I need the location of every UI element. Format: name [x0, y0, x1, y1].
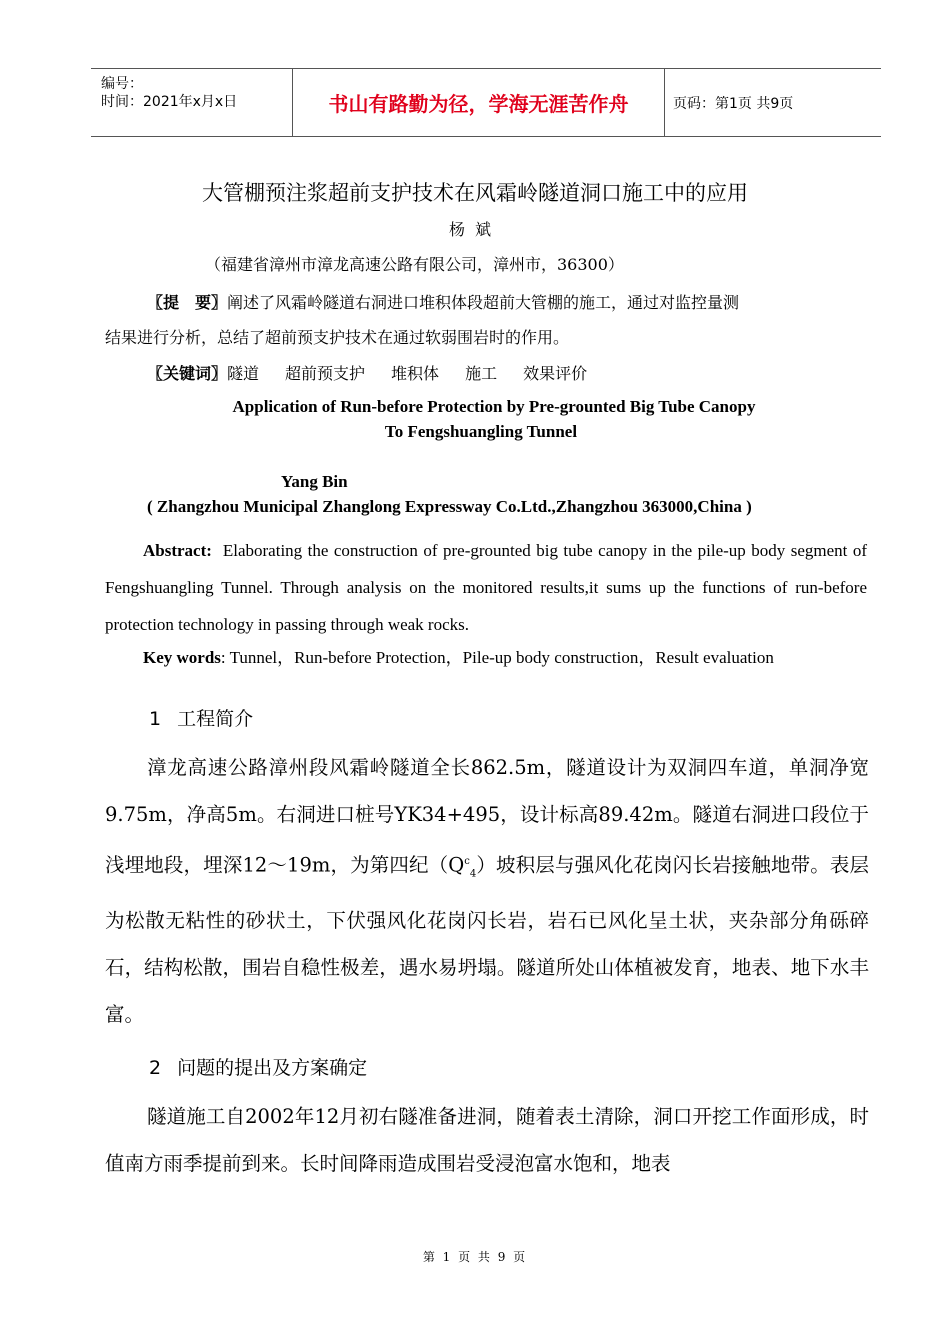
keyword: 隧道 — [227, 364, 260, 383]
english-title-line1: Application of Run-before Protection by Pre-grounted Big Tube Canopy — [232, 397, 756, 416]
section-number: 2 — [149, 1057, 162, 1079]
keyword: 堆积体 — [391, 364, 440, 383]
paragraph-text: 漳龙高速公路漳州段风霜岭隧道全长862.5m，隧道设计为双洞四车道，单洞净宽9.75m，净高5m。右洞进口桩号YK34+495，设计标高89.42m。隧道右洞进口段位于浅埋地段，埋深12～19m，为第四纪（Q — [105, 756, 869, 877]
abstract-label: 〖提 要〗 — [147, 293, 228, 312]
abstract-text-line1: 阐述了风霜岭隧道右洞进口堆积体段超前大管棚的施工，通过对监控量测 — [227, 293, 740, 312]
document-number-label: 编号： — [101, 76, 143, 92]
page-footer: 第 1 页 共 9 页 — [422, 1250, 528, 1264]
section-heading — [149, 704, 253, 731]
english-keywords-text: : Tunnel，Run-before Protection，Pile-up body construction，Result evaluation — [220, 648, 774, 667]
keyword: 效果评价 — [523, 364, 588, 383]
keyword: 超前预支护 — [285, 364, 366, 383]
section-number: 1 — [149, 708, 162, 730]
english-author: Yang Bin — [281, 472, 348, 491]
superscript: c — [464, 856, 470, 867]
header-table — [91, 68, 881, 137]
article-title: 大管棚预注浆超前支护技术在风霜岭隧道洞口施工中的应用 — [202, 181, 748, 205]
english-abstract-text: Elaborating the construction of pre-grounted big tube canopy in the pile-up body segment of Fengshuangling Tunnel. Through analysis on the monitored results,it sums up the functions of run-before protection technology in passing through weak rocks. — [105, 541, 867, 634]
english-keywords — [143, 643, 774, 668]
section-title: 工程简介 — [177, 708, 254, 730]
paragraph-text: ）坡积层与强风化花岗闪长岩接触地带。表层为松散无粘性的砂状土，下伏强风化花岗闪长岩，岩石已风化呈土状，夹杂部分角砾碎石，结构松散，围岩自稳性极差，遇水易坍塌。隧道所处山体植被发育，地表、地下水丰富。 — [105, 853, 869, 1027]
keywords-label: 〖关键词〗 — [147, 364, 228, 383]
english-keywords-label: Key words — [143, 648, 221, 667]
document-time-label: 时间：2021年x月x日 — [101, 94, 238, 110]
english-title-line2: To Fengshuangling Tunnel — [384, 422, 578, 441]
keyword: 施工 — [465, 364, 498, 383]
header-page-info: 页码：第1页 共9页 — [673, 95, 794, 112]
abstract-text-line2: 结果进行分析，总结了超前预支护技术在通过软弱围岩时的作用。 — [105, 328, 570, 347]
article-affiliation: （福建省漳州市漳龙高速公路有限公司，漳州市，36300） — [205, 255, 624, 274]
english-abstract-label: Abstract: — [143, 541, 212, 560]
section-paragraph — [105, 744, 869, 1038]
section-paragraph — [105, 1093, 869, 1187]
section-title: 问题的提出及方案确定 — [177, 1057, 368, 1079]
english-affiliation: ( Zhangzhou Municipal Zhanglong Expressway Co.Ltd.,Zhangzhou 363000,China ) — [147, 497, 752, 516]
paragraph-text: 隧道施工自2002年12月初右隧准备进洞，随着表土清除，洞口开挖工作面形成，时值南方雨季提前到来。长时间降雨造成围岩受浸泡富水饱和，地表 — [105, 1105, 869, 1175]
english-abstract — [105, 532, 867, 643]
article-author: 杨斌 — [448, 220, 501, 239]
header-motto: 书山有路勤为径，学海无涯苦作舟 — [293, 69, 665, 136]
section-heading — [149, 1053, 367, 1080]
chinese-keywords — [147, 361, 613, 384]
subscript: 4 — [469, 868, 477, 880]
header-meta-cell — [91, 69, 293, 136]
chinese-abstract-line1 — [147, 290, 739, 313]
